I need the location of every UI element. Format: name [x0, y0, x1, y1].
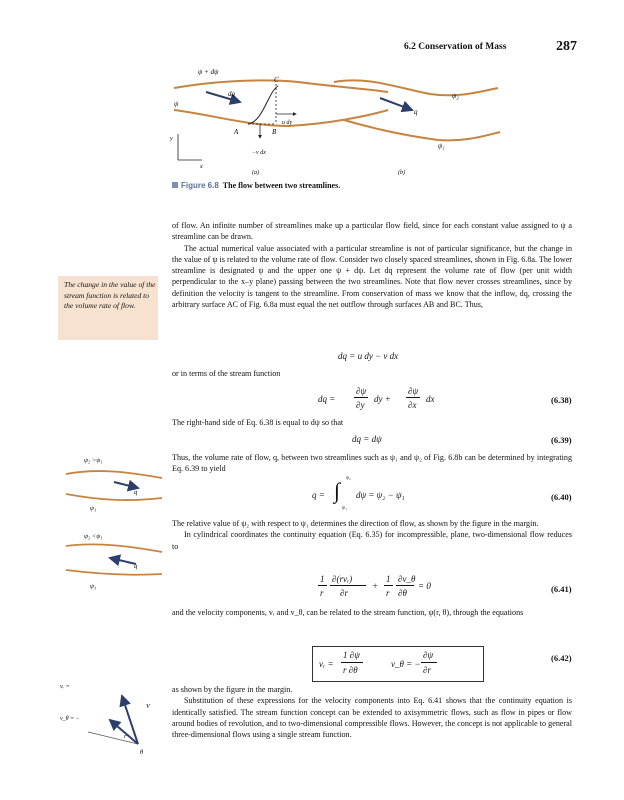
figure-6-8: [168, 62, 578, 178]
body-text-3: [172, 684, 572, 740]
eqnum-6-38: (6.38): [551, 395, 572, 405]
paragraph-8: and the velocity components, vᵣ and v_θ, can be related to the stream function, ψ(r, θ), through the equations: [172, 608, 524, 617]
margin-figure-polar: [58, 676, 168, 756]
eqnum-6-42: (6.42): [551, 653, 572, 663]
body-text: [172, 220, 572, 310]
paragraph-1: of flow. An infinite number of streamlines make up a particular flow field, since for each constant value assigned to ψ a streamline can be drawn.: [172, 221, 572, 242]
label-v-dx: −v dx: [252, 150, 266, 156]
equation-6-40: q = ∫ ψ₂ ψ₁ dψ = ψ₂ − ψ₁: [312, 476, 405, 511]
paragraph-6: The relative value of ψ₂ with respect to ψ₁ determines the direction of flow, as shown by the figure in the margin.: [172, 519, 539, 528]
label-u-dy: u dy: [282, 120, 293, 126]
streamline-psi1-b: [344, 120, 500, 140]
q-arrow-b: [380, 98, 412, 110]
v-label: V: [146, 703, 150, 710]
margin-note: The change in the value of the stream function is related to the volume rate of flow.: [58, 276, 158, 340]
figure-caption: [172, 181, 340, 190]
label-dq: dq: [228, 90, 235, 98]
paragraph-9: as shown by the figure in the margin.: [172, 685, 293, 694]
eqnum-6-39: (6.39): [551, 435, 572, 445]
streamline-upper-a: [174, 80, 388, 92]
surface-ac: [248, 86, 278, 124]
equation-6-39: dq = dψ: [352, 434, 382, 444]
label-a: A: [234, 128, 239, 136]
label-psi1-b: ψ₁: [438, 142, 445, 150]
part-a-label: (a): [252, 170, 259, 176]
label-psi: ψ: [174, 100, 179, 108]
paragraph-2: The actual numerical value associated with a particular streamline is not of particular significance, but the change in the value of ψ is related to the volume rate of flow. Consider two closely spaced streamlines, shown in Fig. 6.8a. The lower streamline is designated ψ and the upper one ψ + dψ. Let dq represent the volume rate of flow (per unit width perpendicular to the x–y plane) passing between the two streamlines. Note that flow never crosses streamlines, since by definition the velocity is tangent to the streamline. From conservation of mass we know that the inflow, dq, crossing the arbitrary surface AC of Fig. 6.8a must equal the net outflow through surfaces AB and BC. Thus,: [172, 243, 572, 310]
eqnum-6-40: (6.40): [551, 492, 572, 502]
figure-number: Figure 6.8: [181, 181, 219, 190]
paragraph-10: Substitution of these expressions for the velocity components into Eq. 6.41 shows that the continuity equation is identically satisfied. The stream function concept can be extended to axisymmetric flows, such as flow in pipes or flow around bodies of revolution, and to two-dimensional compressible flows. However, the concept is not applicable to general three-dimensional flows using a single stream function.: [172, 696, 572, 740]
body-text-2: [172, 518, 572, 552]
theta-label: θ: [140, 749, 144, 756]
label-y: y: [170, 136, 173, 142]
paragraph-3: or in terms of the stream function: [172, 369, 281, 378]
paragraph-4: The right-hand side of Eq. 6.38 is equal to dψ so that: [172, 418, 344, 427]
equation-6-38: dq = ∂ψ ∂y dy + ∂ψ ∂x dx: [318, 386, 435, 410]
page-number: 287: [556, 39, 577, 54]
q-2: q: [134, 563, 138, 570]
label-b: B: [272, 128, 277, 136]
running-header-section: 6.2 Conservation of Mass: [404, 42, 507, 52]
label-psi-plus-dpsi: ψ + dψ: [198, 68, 219, 76]
equation-6-42-box: vᵣ = 1 ∂ψ r ∂θ v_θ = − ∂ψ ∂r: [312, 646, 484, 682]
paragraph-5: Thus, the volume rate of flow, q, between two streamlines such as ψ₁ and ψ₂ of Fig. 6.8b can be determined by integrating Eq. 6.39 to yield: [172, 453, 572, 474]
q-1: q: [134, 489, 138, 496]
label-c: C: [274, 76, 279, 84]
part-b-label: (b): [398, 170, 405, 176]
label-q-b: q: [414, 108, 418, 116]
psi1-1: ψ₁: [90, 505, 97, 512]
paragraph-7: In cylindrical coordinates the continuity equation (Eq. 6.35) for incompressible, plane, two-dimensional flow reduces to: [172, 530, 572, 551]
psi1-2: ψ₁: [90, 583, 97, 590]
eqnum-6-41: (6.41): [551, 584, 572, 594]
margin-figure-direction: [58, 454, 168, 594]
vt-label: v_θ = −: [60, 716, 80, 722]
vr-label: vᵣ =: [60, 684, 70, 690]
cond-2: ψ₂ <ψ₁: [84, 533, 103, 540]
r-label: r: [124, 733, 127, 740]
caption-text: The flow between two streamlines.: [222, 181, 341, 190]
equation-6-41: 1 r ∂(rvᵣ) ∂r + 1 r ∂v_θ ∂θ = 0: [320, 574, 431, 598]
label-psi2-b: ψ₂: [452, 92, 459, 100]
cond-1: ψ₂ >ψ₁: [84, 457, 103, 464]
label-x: x: [200, 164, 203, 170]
equation-dq: dq = u dy − v dx: [338, 351, 399, 361]
